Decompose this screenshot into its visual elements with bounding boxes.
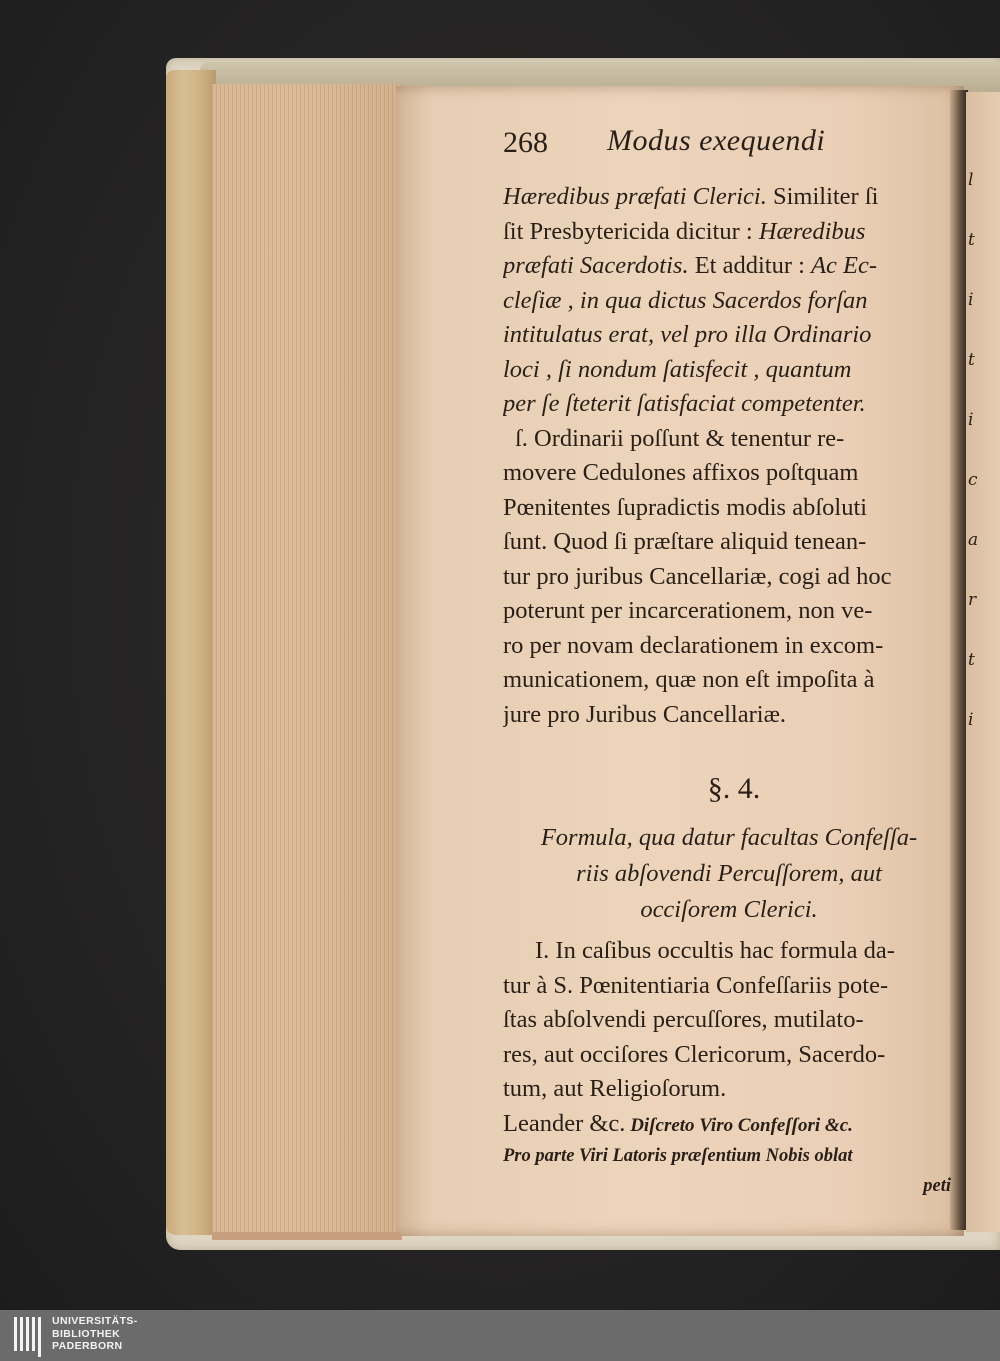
text-run: intitulatus erat, vel pro illa Ordinario <box>503 321 872 348</box>
page-text <box>503 122 955 1201</box>
facing-page-letter: t <box>968 350 975 370</box>
text-line: tum, aut Religioſorum. <box>503 1075 727 1102</box>
paragraph-formula <box>503 934 955 1107</box>
facing-page-letter: c <box>968 470 978 490</box>
text-line: municationem, quæ non eſt impoſita à <box>503 666 875 693</box>
section-mark: §. 4. <box>707 772 761 805</box>
book-spine-edge <box>166 70 216 1235</box>
heading-line: Formula, qua datur facultas Confeſſa- <box>540 824 918 851</box>
paragraph-heirs <box>503 180 955 422</box>
page-edges-block <box>212 84 402 1240</box>
text-line <box>503 215 955 250</box>
facing-page-letter: t <box>968 230 975 250</box>
text-run: præfati Sacerdotis. <box>503 252 689 279</box>
facing-page-letter: l <box>968 170 974 190</box>
text-line: Pro parte Viri Latoris præſentium Nobis oblat <box>503 1146 853 1166</box>
salutation-lead: Leander &c. <box>503 1109 626 1137</box>
text-line <box>503 353 955 388</box>
text-line <box>503 249 955 284</box>
library-logo-text <box>52 1315 138 1353</box>
logo-text-line: PADERBORN <box>52 1340 123 1352</box>
text-line: poterunt per incarcerationem, non ve- <box>503 597 873 624</box>
text-line <box>503 284 955 319</box>
text-line <box>503 180 955 215</box>
salutation-line <box>503 1107 955 1142</box>
facing-page-letter: i <box>968 410 974 430</box>
facing-page-letter: r <box>968 590 977 610</box>
page-number: 268 <box>503 126 548 159</box>
page-header <box>503 122 955 180</box>
text-line: jure pro Juribus Cancellariæ. <box>503 700 787 728</box>
library-footer <box>0 1310 1000 1361</box>
text-line: peti <box>923 1176 951 1196</box>
text-line: I. In caſibus occultis hac formula da- <box>535 937 895 964</box>
text-run: ſit Presbytericida dicitur : <box>503 217 759 245</box>
text-line: res, aut occiſores Clericorum, Sacerdo- <box>503 1040 886 1068</box>
text-line <box>503 387 955 422</box>
text-line: ſtas abſolvendi percuſſores, mutilato- <box>503 1006 864 1033</box>
running-title: Modus exequendi <box>607 124 826 157</box>
text-run: per ſe ſteterit ſatisfaciat competenter. <box>503 390 866 417</box>
text-run: loci , ſi nondum ſatisfecit , quantum <box>503 355 852 383</box>
text-line: tur pro juribus Cancellariæ, cogi ad hoc <box>503 562 892 590</box>
text-run: Similiter ſi <box>766 183 879 210</box>
library-logo-icon <box>14 1317 48 1357</box>
text-line: ſ. Ordinarii poſſunt & tenentur re- <box>515 424 845 452</box>
heading-line: riis abſovendi Percuſſorem, aut <box>576 860 882 887</box>
text-line: ro per novam declarationem in excom- <box>503 631 884 659</box>
text-run: Et additur : <box>688 252 812 279</box>
text-line: Pœnitentes ſupradictis modis abſoluti <box>503 493 868 521</box>
logo-text-line: UNIVERSITÄTS- <box>52 1315 138 1327</box>
heading-line: occiſorem Clerici. <box>640 896 818 923</box>
text-run: cleſiæ , in qua dictus Sacerdos forſan <box>503 286 868 314</box>
text-line: tur à S. Pœnitentiaria Confeſſariis pote- <box>503 971 889 999</box>
text-line: ſunt. Quod ſi præſtare aliquid tenean- <box>503 528 867 555</box>
paragraph-ordinaries <box>503 422 955 733</box>
facing-page-letter: i <box>968 290 974 310</box>
facing-page-letter: a <box>968 530 979 550</box>
text-run: Ac Ec- <box>811 252 878 279</box>
text-line <box>503 318 955 353</box>
paragraph-continuation <box>503 1141 955 1201</box>
section-heading <box>503 820 955 928</box>
logo-text-line: BIBLIOTHEK <box>52 1327 121 1340</box>
text-run: Hæredibus præfati Clerici. <box>503 183 767 210</box>
text-run: Hæredibus <box>758 217 866 245</box>
text-line: movere Cedulones affixos poſtquam <box>503 459 859 486</box>
facing-page-letters <box>968 170 998 770</box>
salutation-rest: Diſcreto Viro Confeſſori &c. <box>625 1114 853 1136</box>
facing-page-letter: i <box>968 710 974 730</box>
facing-page-letter: t <box>968 650 975 670</box>
